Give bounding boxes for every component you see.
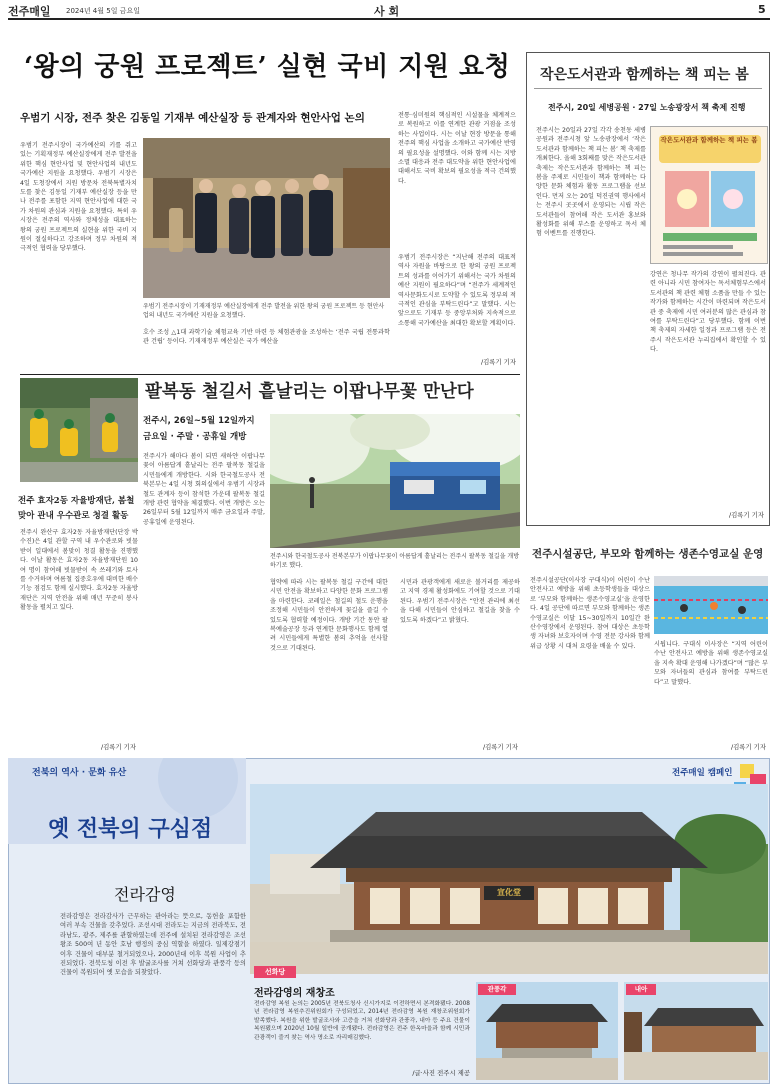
swim-body-col2: 시됩니다. 구대식 이사장은 “지역 어린이 수난 안전사고 예방을 위해 생존수영교실을 지속 확대 운영해 나가겠다”며 “많은 부모와 자녀들의 관심과 참여를 부탁드린다”고 말했다. — [654, 641, 768, 686]
feature-subtitle: 전라감영 — [114, 885, 176, 904]
brief-headline-line2: 맞아 관내 우수관로 청결 활동 — [18, 511, 129, 521]
swim-headline: 전주시설공단, 부모와 함께하는 생존수영교실 운영 — [532, 548, 764, 560]
feature-title: 옛 전북의 구심점 — [48, 816, 213, 842]
campaign-label: 전주매일 캠페인 — [672, 768, 733, 778]
lower-byline: /글·사진 전주시 제공 — [412, 1069, 470, 1077]
sidebar-headline: 작은도서관과 함께하는 책 피는 봄 — [540, 67, 749, 83]
lead-photo — [143, 138, 390, 298]
section-rule — [20, 374, 520, 375]
tag-seonhwadang: 선화당 — [254, 966, 296, 978]
feature-body: 전라감영은 전라감사가 근무하는 관아라는 뜻으로, 동헌을 포함한 여러 부속 건물을 갖추었다. 조선시대 전라도는 지금의 전라북도, 전라남도, 광주, 제주를 관할하였는데 전주에 설치된 전라감영은 조선왕조 500여 년 동안 호남 행정의 중심 역할을 하였다. 일제강점기 이후 건물이 대부분 철거되었으나, 2000년대 이후 복원 사업이 추진되었다. 전북도청 이전 후 발굴조사를 거쳐 선화당과 관풍각 등의 건물이 복원되어 옛 모습을 되찾았다. — [60, 913, 246, 977]
story2-byline: /김록기 기자 — [482, 743, 518, 751]
tag-gwanpunggak: 관풍각 — [478, 984, 516, 995]
brief-photo — [20, 378, 138, 482]
seonhwadang-photo — [250, 784, 768, 974]
lead-body-col1: 우범기 전주시장이 국가예산의 키를 쥐고 있는 기획재정부 예산실장에게 전주 발전을 위한 핵심 현안사업 및 현안사업의 내년도 국가예산 지원을 요청했다. 우범기 시장은 4일 도청장에서 지원 방문차 전북특별자치도를 찾은 김동일 기재부 예산실장 등을 만나 전주를 포함한 지역 현안사업에 대한 국가 차원의 관심과 지원을 요청했다. 특히 우 시장은 전주의 역사와 정체성을 대표하는 왕의 궁원 프로젝트의 실현을 위한 국비 지원이 절실하다고 강조하며 정부 차원의 적극적인 협력을 당부했다. — [20, 142, 137, 253]
lead-byline: /김록기 기자 — [480, 358, 516, 366]
masthead: 전주매일 — [8, 5, 51, 18]
page-number: 5 — [758, 3, 766, 16]
brief-byline: /김록기 기자 — [100, 743, 136, 751]
sidebar-body-col2: 강연은 청나무 작가의 강연이 펼쳐진다. 관련 아니라 시민 참여자는 독서체험부스에서 도서관의 책 관련 체험 소품을 만들 수 있는 작가와 함께하는 시간이 마련되며 작은도서관 중 축제에 시민 여러분의 많은 관심과 참여를 부탁드린다”고 당부했다. 함께 이번 책 축제의 자세한 일정과 프로그램 등은 전주시 작은도서관 누리집에서 확인할 수 있다. — [650, 271, 766, 354]
feature-label: 전북의 역사 · 문화 유산 — [32, 768, 127, 778]
lower-body: 전라감영 복원 논의는 2005년 전북도청사 신시가지로 이전하면서 본격화됐다. 2008년 전라감영 복원추진위원회가 구성되었고, 2014년 전라감영 복원 재창조위원회가 발족했다. 복원을 위한 발굴조사와 고증을 거쳐 선화당과 관풍각, 내아 등 주요 건물이 복원됐으며 2020년 10월 일반에 공개됐다. 전라감영은 전주 한옥마을과 함께 시민과 관광객이 즐겨 찾는 역사 명소로 자리매김했다. — [254, 1001, 470, 1041]
story2-body-col4: 시민과 관광객에게 새로운 볼거리를 제공하고 지역 경제 활성화에도 기여할 것으로 기대된다. 우범기 전주시장은 “안전 관리에 최선을 다해 시민들이 안심하고 철길을 찾을 수 있도록 하겠다”고 밝혔다. — [400, 579, 520, 624]
sidebar-divider — [534, 88, 762, 89]
story2-dek-line2: 금요일 · 주말 · 공휴일 개방 — [143, 432, 247, 442]
story2-dek-line1: 전주시, 26일~5월 12일까지 — [143, 416, 255, 426]
lower-title: 전라감영의 재창조 — [254, 988, 335, 999]
naea-photo — [624, 982, 768, 1080]
railway-caption: 전주시와 한국철도공사 전북본부가 이팝나무꽃이 아름답게 흩날리는 전주시 팔복동 철길을 개방하기로 했다. — [270, 553, 520, 569]
lead-body-col3: 우범기 전주시장은 “지난해 전주의 대표적 역사 자원을 바탕으로 한 왕의 궁원 프로젝트의 성과를 이어가기 위해서는 국가 차원의 예산 지원이 필요하다”며 “전주가 세계적인 역사문화도시로 도약할 수 있도록 정부의 적극적인 관심을 부탁드린다”고 말했다. 시는 앞으로도 기재부 등 중앙부처와 지속적으로 소통해 국가예산을 최대한 확보할 계획이다. — [398, 254, 516, 327]
sidebar-body-col1: 전주시는 20일과 27일 각각 송천동 세병공원과 전주시청 앞 노송광장에서 ‘작은도서관과 함께하는 책 피는 봄’ 책 축제를 개최한다. 올해 3회째를 맞은 작은도서관 축제는 작은도서관과 함께하는 책 피는 봄을 주제로 시민들이 책과 함께하는 다양한 문화 체험과 활동 프로그램을 선보인다. 먼저 오는 20일 덕진권역 행사에서는 전주시 곳곳에서 운영되는 시립 작은도서관들이 참여해 작은 도서관 홍보와 활성화를 위해 부스를 운영하고 독서 체험 이벤트를 진행한다. — [536, 127, 646, 238]
sidebar-byline: /김록기 기자 — [728, 511, 764, 519]
header-rule — [8, 18, 770, 20]
lead-body-col2: 전통·심미원의 핵심적인 시설물을 체계적으로 복원하고 이를 연계한 관광 거점을 조성하는 사업이다. 시는 이날 현장 방문을 통해 전주의 핵심 사업을 소개하고 국가예산 반영의 필요성을 설명했다. 이와 함께 시는 지방소멸 대응과 전주 대도약을 위한 현안사업에 대해서도 국비 확보의 필요성을 적극 건의했다. — [398, 112, 516, 185]
issue-date: 2024년 4월 5일 금요일 — [66, 7, 140, 15]
section-name: 사 회 — [374, 5, 400, 18]
story2-body-col2: 협약에 따라 시는 팔복동 철길 구간에 대한 시민 안전을 확보하고 다양한 문화 프로그램을 마련한다. 코레일은 철길의 철도 운행을 조정해 시민들이 안전하게 꽃길을 즐길 수 있도록 협력할 예정이다. 개방 기간 동안 팔복예술공장 등과 연계한 문화행사도 함께 열려 시민들에게 특별한 봄의 추억을 선사할 것으로 기대된다. — [270, 579, 388, 652]
railway-photo — [270, 414, 520, 548]
lead-body-tail: 호수 조성 △1대 과학기술 체험교육 기반 마련 등 체험관광을 조성하는 ‘전주 국립 전통과학관 건립’ 등이다. 기재재정부 예산실은 국가 예산을 — [143, 329, 390, 346]
pool-photo — [654, 576, 768, 634]
gwanpunggak-photo — [476, 982, 618, 1080]
sidebar-subhead: 전주시, 20일 세병공원 · 27일 노송광장서 책 축제 진행 — [548, 103, 746, 112]
swim-byline: /김록기 기자 — [730, 743, 766, 751]
lead-subhead: 우범기 시장, 전주 찾은 김동일 기재부 예산실장 등 관계자와 현안사업 논의 — [20, 112, 365, 124]
story2-headline: 팔복동 철길서 흩날리는 이팝나무꽃 만난다 — [145, 382, 474, 402]
brief-body: 전주시 완산구 효자2동 자율방재단(단장 박수진)은 4일 관할 구역 내 우수관로와 빗물받이 일대에서 봄맞이 청결 활동을 진행했다. 이날 활동은 효자2동 자율방재단원 10여 명이 참여해 빗물받이 속 쓰레기와 토사를 수거하며 여름철 집중호우에 대비한 배수 기능 점검도 함께 실시했다. 효자2동 자율방재단은 지역 안전을 위해 매년 꾸준히 봉사활동을 펼치고 있다. — [20, 529, 138, 612]
swim-body-col1: 전주시설공단(이사장 구대식)이 어린이 수난 안전사고 예방을 위해 초등학생들을 대상으로 ‘부모와 함께하는 생존수영교실’을 운영한다. 4일 공단에 따르면 부모와 함께하는 생존수영교실은 이달 15~30일까지 10일간 완산수영장에서 운영된다. 참여 대상은 초등학생 자녀와 보호자이며 수영 전문 강사와 함께 위급 상황 시 대처 요령을 배울 수 있다. — [530, 577, 650, 650]
poster-title: 작은도서관과 함께하는 책 피는 봄 — [660, 136, 758, 144]
story2-body-col1: 전주시가 해마다 봄이 되면 새하얀 이팝나무꽃이 아름답게 흩날리는 전주 팔복동 철길을 시민들에게 개방한다. 시와 한국철도공사 전북본부는 4일 시청 회의실에서 우범기 시장과 철도 관계자 등이 참석한 가운데 팔복동 철길 개방 관련 협약을 체결했다. 이번 개방은 오는 26일부터 5월 12일까지 매주 금요일과 주말, 공휴일에 운영된다. — [143, 453, 265, 526]
brief-headline-line1: 전주 효자2동 자율방재단, 봄철 — [18, 496, 135, 506]
lead-photo-caption: 우범기 전주시장이 기재재정부 예산실장에게 전주 발전을 위한 왕의 궁원 프로젝트 등 현안사업의 내년도 국가예산 지원을 요청했다. — [143, 303, 385, 319]
tag-naea: 내아 — [626, 984, 656, 995]
lead-headline: ‘왕의 궁원 프로젝트’ 실현 국비 지원 요청 — [24, 52, 511, 82]
hall-sign: 宣化堂 — [497, 887, 521, 897]
